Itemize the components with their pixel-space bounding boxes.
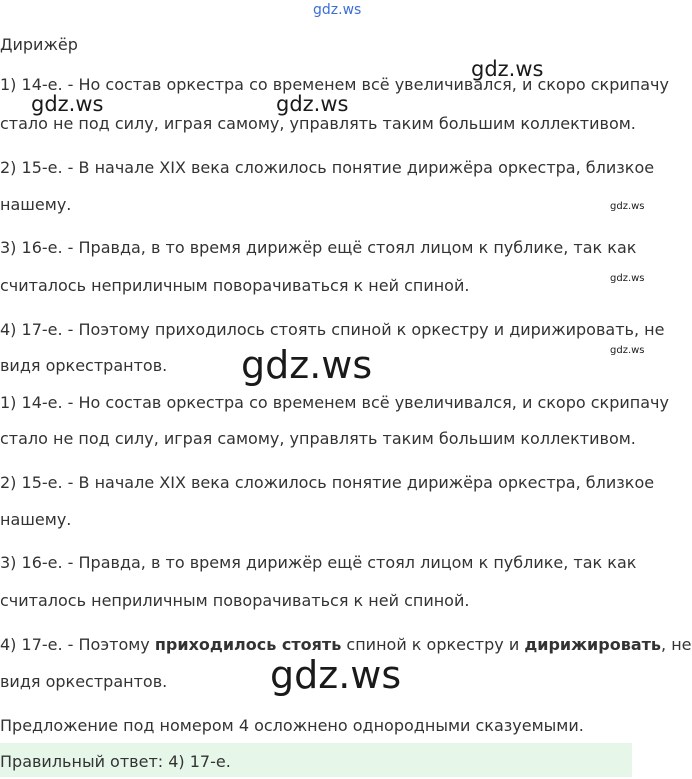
paragraph-3-line-2: считалось неприличным поворачиваться к ней спиной.	[0, 591, 470, 610]
answer-text: Правильный ответ: 4) 17-е.	[0, 752, 231, 771]
watermark: gdz.ws	[276, 92, 349, 116]
watermark: gdz.ws	[270, 653, 402, 697]
paragraph-1-line-1: 1) 14-е. - Но состав оркестра со временем всё увеличивался, и скоро скрипачу	[0, 393, 669, 412]
conclusion-text: Предложение под номером 4 осложнено однородными сказуемыми.	[0, 716, 584, 735]
paragraph-4-line-1: 4) 17-е. - Поэтому приходилось стоять спиной к оркестру и дирижировать, не	[0, 320, 665, 339]
watermark-top[interactable]: gdz.ws	[313, 2, 362, 18]
watermark: gdz.ws	[471, 57, 544, 81]
sentence-text: , не	[661, 635, 692, 654]
paragraph-3-line-2: считалось неприличным поворачиваться к ней спиной.	[0, 276, 470, 295]
sentence-text: 4) 17-е. - Поэтому	[0, 635, 155, 654]
page-title: Дирижёр	[0, 35, 78, 54]
paragraph-2-line-2: нашему.	[0, 510, 72, 529]
paragraph-3-line-1: 3) 16-е. - Правда, в то время дирижёр ещё стоял лицом к публике, так как	[0, 238, 637, 257]
watermark: gdz.ws	[610, 273, 645, 284]
watermark: gdz.ws	[31, 92, 104, 116]
predicate-highlight: дирижировать	[524, 635, 662, 654]
paragraph-4-line-2: видя оркестрантов.	[0, 672, 168, 691]
paragraph-4-line-1	[0, 635, 692, 654]
sentence-text: спиной к оркестру и	[341, 635, 525, 654]
paragraph-2-line-1: 2) 15-е. - В начале XIX века сложилось понятие дирижёра оркестра, близкое	[0, 473, 655, 492]
paragraph-2-line-1: 2) 15-е. - В начале XIX века сложилось понятие дирижёра оркестра, близкое	[0, 158, 655, 177]
paragraph-1-line-1: 1) 14-е. - Но состав оркестра со временем всё увеличивался, и скоро скрипачу	[0, 75, 669, 94]
watermark: gdz.ws	[610, 201, 645, 212]
paragraph-3-line-1: 3) 16-е. - Правда, в то время дирижёр ещё стоял лицом к публике, так как	[0, 553, 637, 572]
paragraph-4-line-2: видя оркестрантов.	[0, 356, 168, 375]
watermark: gdz.ws	[241, 343, 373, 387]
paragraph-1-line-2: стало не под силу, играя самому, управлять таким большим коллективом.	[0, 429, 636, 448]
paragraph-1-line-2: стало не под силу, играя самому, управлять таким большим коллективом.	[0, 114, 636, 133]
predicate-highlight: приходилось стоять	[154, 635, 342, 654]
paragraph-2-line-2: нашему.	[0, 195, 72, 214]
watermark: gdz.ws	[610, 345, 645, 356]
